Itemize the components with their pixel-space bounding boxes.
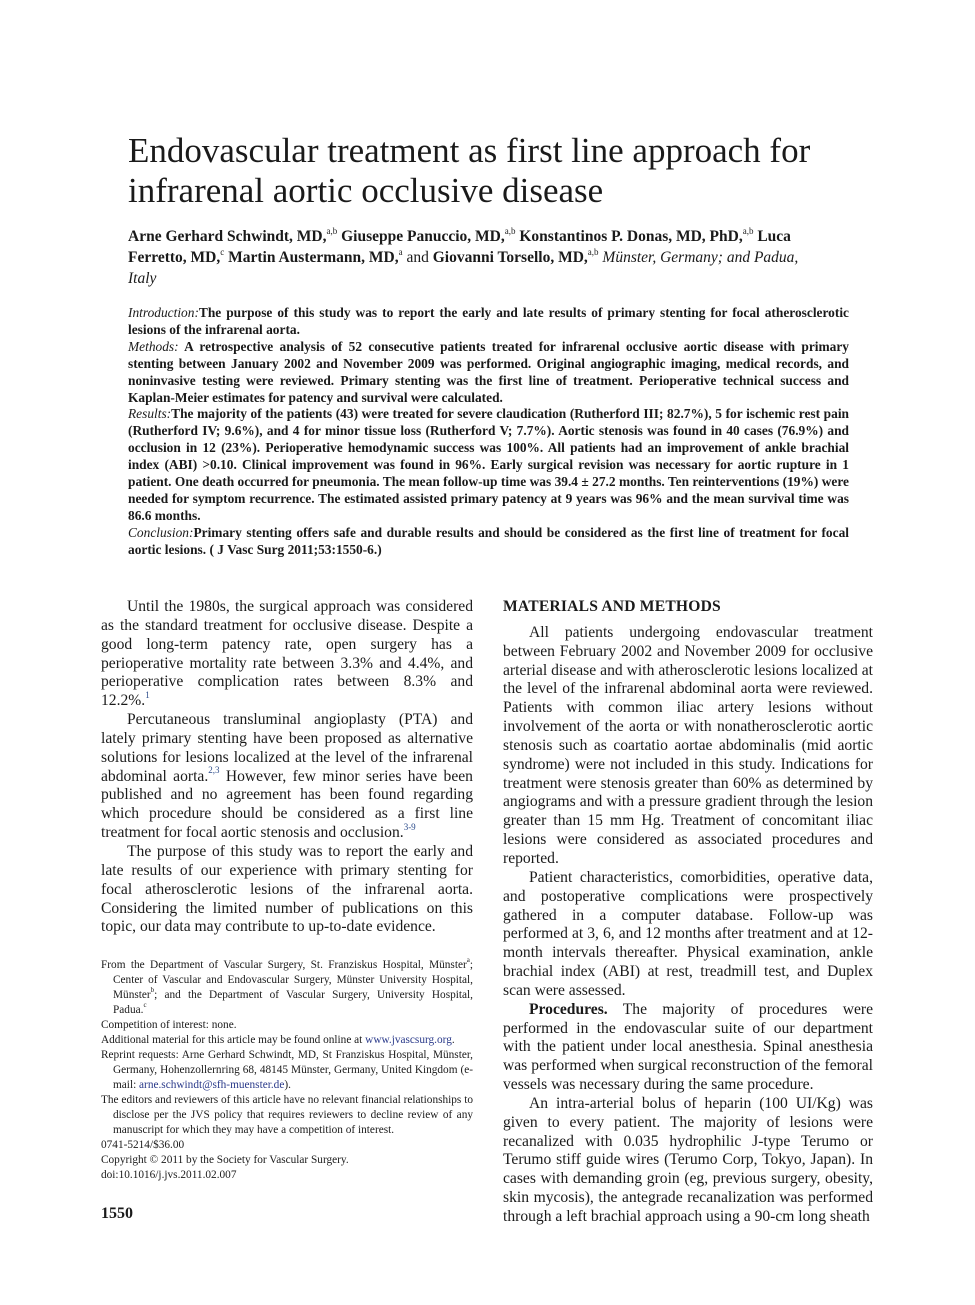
reference-link[interactable]: 1 [145, 690, 150, 701]
left-column [101, 598, 473, 937]
footnote-doi: doi:10.1016/j.jvs.2011.02.007 [101, 1169, 237, 1181]
right-column [503, 598, 873, 1227]
author-6: Giovanni Torsello, MD, [432, 249, 588, 266]
abstract-citation: ( J Vasc Surg 2011;53:1550-6.) [209, 541, 382, 557]
affiliation-1: From the Department of Vascular Surgery, St. Franziskus Hospital, Münster [101, 959, 467, 971]
abstract [128, 305, 849, 559]
abstract-methods [128, 339, 849, 407]
abstract-conclusion-text: Primary stenting offers safe and durable results and should be considered as the first line of treatment for focal aortic lesions. [128, 524, 849, 557]
author-conjunction: and [406, 249, 429, 266]
footnote-copyright: Copyright © 2011 by the Society for Vascular Surgery. [101, 1154, 349, 1166]
affiliation-3-mark: c [143, 1001, 147, 1010]
section-heading-materials-methods: MATERIALS AND METHODS [503, 598, 721, 615]
abstract-methods-text: A retrospective analysis of 52 consecutive patients treated for infrarenal occlusive aortic disease with primary stenting between January 2002 and November 2009 was performed. Original angiographic imaging, medical records, and noninvasive testing were reviewed. Primary stenting was the first line of treatment. Perioperative technical success and Kaplan-Meier estimates for patency and survival were calculated. [128, 338, 849, 405]
abstract-introduction-label: Introduction: [128, 305, 199, 320]
abstract-introduction [128, 305, 849, 339]
author-2-affil: a,b [504, 225, 516, 236]
intro-paragraph-3: The purpose of this study was to report the early and late results of our experience with primary stenting for focal atherosclerotic lesions of the infrarenal aorta. Considering the limited number of publications on this topic, our data may contribute to up-to-date evidence. [101, 842, 473, 936]
author-4: Luca Ferretto, MD, [128, 228, 791, 266]
author-3-affil: a,b [742, 225, 754, 236]
intro-paragraph-1-text: Until the 1980s, the surgical approach was considered as the standard treatment for occlusive disease. Despite a good long-term patency rate, open surgery has a perioperative mortality rate between 3.3% and 4.4%, and perioperative complication rates between 8.3% and 12.2%. [101, 598, 473, 710]
author-5: Martin Austermann, MD, [228, 249, 399, 266]
abstract-results [128, 406, 849, 524]
journal-website-link[interactable]: www.jvascsurg.org [365, 1034, 452, 1046]
reference-link[interactable]: 2,3 [208, 765, 220, 776]
methods-paragraph-2: Patient characteristics, comorbidities, operative data, and postoperative complications were prospectively gathered in a computer database. Follow-up was performed at 3, 6, and 12 months after treatment and at 12-month intervals thereafter. Physical examination, ankle brachial index (ABI) at rest, treadmill test, and Duplex scan were assessed. [503, 868, 873, 999]
footnote-issn: 0741-5214/$36.00 [101, 1139, 185, 1151]
intro-paragraph-2 [101, 711, 473, 843]
methods-paragraph-4: An intra-arterial bolus of heparin (100 UI/Kg) was given to every patient. The majority of lesions were recanalized with 0.035 hydrophilic J-type Terumo or Terumo stiff guide wires (Terumo Corp, Tokyo, Japan). In cases with demanding groin (eg, previous surgery, obesity, skin mycosis), the antegrade recanalization was performed through a left brachial approach using a 90-cm long sheath [503, 1094, 873, 1225]
author-1-affil: a,b [326, 225, 338, 236]
footnote-editors-disclosure: The editors and reviewers of this article have no relevant financial relationships to disclose per the JVS policy that requires reviewers to decline review of any manuscript for which they may have a competition of interest. [101, 1094, 473, 1136]
abstract-methods-label: Methods: [128, 338, 179, 354]
affiliation-3: ; and the Department of Vascular Surgery, University Hospital, Padua. [113, 989, 473, 1016]
article-title: Endovascular treatment as first line approach for infrarenal aortic occlusive disease [128, 131, 811, 210]
author-4-affil: c [220, 246, 225, 257]
abstract-conclusion [128, 525, 849, 559]
abstract-results-label: Results: [128, 406, 172, 422]
author-2: Giuseppe Panuccio, MD, [341, 228, 505, 245]
author-location: Münster, Germany; and Padua, Italy [128, 249, 799, 287]
methods-paragraph-procedures [503, 1001, 873, 1095]
reference-link[interactable]: 3-9 [403, 821, 416, 832]
footnotes [101, 958, 473, 1183]
additional-material-text: Additional material for this article may be found online at [101, 1034, 363, 1046]
author-3: Konstantinos P. Donas, MD, PhD, [519, 228, 743, 245]
affiliation-2: ; Center of Vascular and Endovascular Surgery, Münster University Hospital, Münster [113, 959, 473, 1001]
abstract-results-text: The majority of the patients (43) were treated for severe claudication (Rutherford III; 82.7%), 5 for ischemic rest pain (Rutherford IV; 9.6%), and 4 for minor tissue loss (Rutherford V; 7.7%). Aortic stenosis was found in 40 cases (76.9%) and occlusion in 12 (23%). Perioperative hemodynamic success was 100%. All patients had an improvement of ankle brachial index (ABI) >0.10. Clinical improvement was found in 96%. Early surgical revision was necessary for aortic rupture in 1 patient. One death occurred for pneumonia. The mean follow-up time was 39.4 ± 27.2 months. Ten reinterventions (19%) were needed for symptom recurrence. The estimated assisted primary patency at 9 years was 96% and the mean survival time was 86.6 months. [128, 406, 849, 523]
intro-paragraph-2-text-b: However, few minor series have been published and no agreement has been found regarding which procedure should be considered as a first line treatment for focal aortic stenosis and occlusion. [101, 767, 473, 842]
page-number: 1550 [101, 1205, 133, 1222]
additional-material-end: . [451, 1034, 455, 1046]
author-6-affil: a,b [587, 246, 599, 257]
author-5-affil: a [398, 246, 403, 257]
footnote-affiliations [101, 958, 473, 1018]
affiliation-2-mark: b [150, 986, 155, 995]
author-1: Arne Gerhard Schwindt, MD, [128, 228, 327, 245]
author-list [128, 226, 828, 289]
abstract-conclusion-label: Conclusion: [128, 524, 194, 540]
reprint-requests-end: ). [284, 1079, 291, 1091]
procedures-runin-heading: Procedures. [529, 1000, 608, 1018]
abstract-introduction-text: The purpose of this study was to report the early and late results of primary stenting for focal atherosclerotic lesions of the infrarenal aorta. [128, 305, 849, 337]
author-email-link[interactable]: arne.schwindt@sfh-muenster.de [139, 1079, 285, 1091]
footnote-additional-material [101, 1033, 473, 1048]
reprint-requests-text: Reprint requests: Arne Gerhard Schwindt, MD, St Franziskus Hospital, Münster, Germany, Hohenzollernring 68, 48145 Münster, Germany, United Kingdom (e-mail: [101, 1049, 473, 1091]
intro-paragraph-1 [101, 598, 473, 711]
footnote-competition: Competition of interest: none. [101, 1019, 237, 1031]
intro-paragraph-2-text-a: Percutaneous transluminal angioplasty (PTA) and lately primary stenting have been proposed as alternative solutions for lesions localized at the level of the infrarenal abdominal aorta. [101, 711, 473, 785]
methods-paragraph-1: All patients undergoing endovascular treatment between February 2002 and November 2009 for occlusive arterial disease and with atherosclerotic lesions localized at the level of the infrarenal abdominal aorta were reviewed. Patients with common iliac artery lesions without involvement of the aorta or with nonatherosclerotic aortic stenosis such as coartatio aortae abdominalis (mid aortic syndrome) were not included in this study. Indications for treatment were stenosis greater than 60% as determined by angiograms and with a pressure gradient through the lesion greater than 15 mm Hg. Treatment of concomitant iliac lesions were considered as associated procedures and reported. [503, 623, 873, 867]
footnote-reprint-requests [101, 1048, 473, 1093]
procedures-text: The majority of procedures were performed in the endovascular suite of our department with the patient under local anesthesia. Spinal anesthesia was performed when surgical reconstruction of the femoral vessels was necessary during the same procedure. [503, 1000, 873, 1094]
affiliation-1-mark: a [466, 956, 470, 965]
